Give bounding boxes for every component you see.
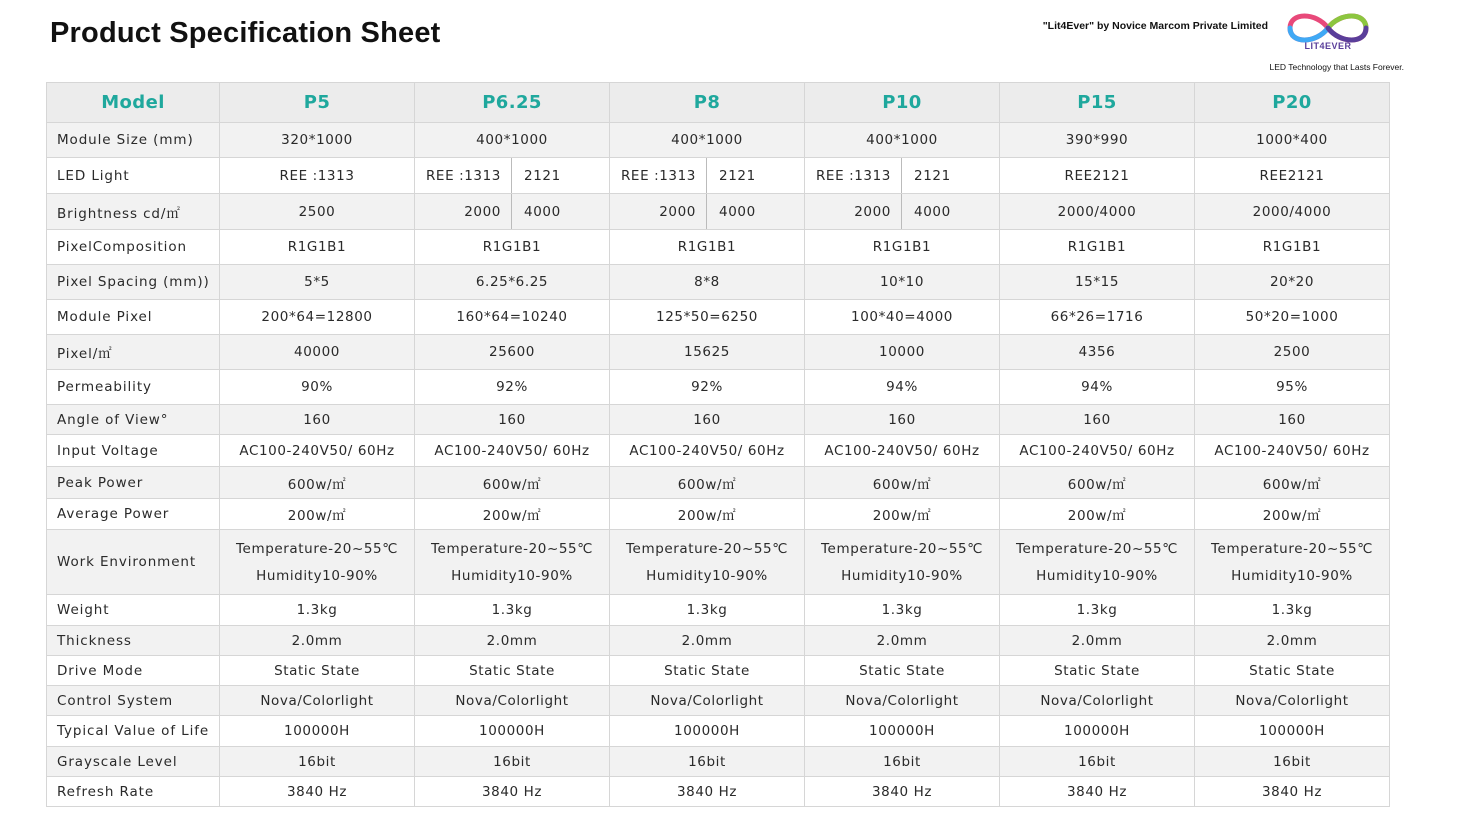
table-cell: 15*15: [1000, 265, 1195, 300]
table-cell: [805, 194, 1000, 230]
table-cell: 92%: [610, 370, 805, 405]
table-cell: 200w/㎡: [220, 499, 415, 530]
row-label: Module Pixel: [47, 300, 220, 335]
table-row: [47, 370, 1390, 405]
table-cell: Static State: [220, 656, 415, 686]
row-label: Work Environment: [47, 530, 220, 595]
table-cell: AC100-240V50/ 60Hz: [220, 435, 415, 467]
row-label: Peak Power: [47, 467, 220, 499]
table-cell: Nova/Colorlight: [1000, 686, 1195, 716]
table-cell: [220, 530, 415, 595]
table-cell: 3840 Hz: [1000, 777, 1195, 807]
table-row: [47, 194, 1390, 230]
table-cell: Static State: [415, 656, 610, 686]
table-cell: 600w/㎡: [805, 467, 1000, 499]
table-cell: 100000H: [220, 716, 415, 747]
header-row: [47, 83, 1390, 123]
temperature-text: Temperature-20~55℃: [625, 541, 789, 557]
table-cell: [415, 194, 610, 230]
table-cell: R1G1B1: [610, 230, 805, 265]
table-row: [47, 405, 1390, 435]
table-row: [47, 230, 1390, 265]
humidity-text: Humidity10-90%: [646, 568, 768, 584]
table-row: [47, 626, 1390, 656]
table-cell: 16bit: [220, 747, 415, 777]
table-cell: 1.3kg: [805, 595, 1000, 626]
table-cell: Nova/Colorlight: [805, 686, 1000, 716]
table-cell: 1.3kg: [1000, 595, 1195, 626]
table-cell: 8*8: [610, 265, 805, 300]
table-cell: 2.0mm: [805, 626, 1000, 656]
table-cell: [805, 530, 1000, 595]
table-cell: 16bit: [1195, 747, 1390, 777]
table-cell: 10000: [805, 335, 1000, 370]
table-cell: REE2121: [1000, 158, 1195, 194]
row-label: LED Light: [47, 158, 220, 194]
table-row: [47, 300, 1390, 335]
table-cell: 600w/㎡: [1000, 467, 1195, 499]
table-cell: R1G1B1: [220, 230, 415, 265]
table-cell: Nova/Colorlight: [610, 686, 805, 716]
table-cell: 200w/㎡: [610, 499, 805, 530]
table-cell: REE :1313: [220, 158, 415, 194]
table-cell: AC100-240V50/ 60Hz: [805, 435, 1000, 467]
table-cell: 15625: [610, 335, 805, 370]
table-cell: R1G1B1: [1195, 230, 1390, 265]
table-row: [47, 335, 1390, 370]
temperature-text: Temperature-20~55℃: [1210, 541, 1374, 557]
table-row: [47, 747, 1390, 777]
table-row: [47, 686, 1390, 716]
table-row: [47, 123, 1390, 158]
table-cell: 16bit: [1000, 747, 1195, 777]
table-cell: 2000/4000: [1000, 194, 1195, 230]
logo-text: LIT4EVER: [1304, 41, 1352, 51]
table-cell: 160: [1195, 405, 1390, 435]
cell-value-a: 2000: [805, 194, 902, 229]
table-cell: [805, 158, 1000, 194]
cell-value-b: 4000: [524, 203, 561, 220]
table-cell: 16bit: [610, 747, 805, 777]
table-cell: [610, 530, 805, 595]
table-cell: 160: [805, 405, 1000, 435]
table-cell: 1.3kg: [1195, 595, 1390, 626]
table-cell: 160: [610, 405, 805, 435]
table-row: [47, 777, 1390, 807]
table-cell: 100000H: [805, 716, 1000, 747]
header-model-5: P15: [1000, 83, 1195, 123]
header-model-4: P10: [805, 83, 1000, 123]
row-label: Drive Mode: [47, 656, 220, 686]
table-row: [47, 499, 1390, 530]
table-cell: 600w/㎡: [220, 467, 415, 499]
humidity-text: Humidity10-90%: [256, 568, 378, 584]
table-cell: 600w/㎡: [610, 467, 805, 499]
header-model-3: P8: [610, 83, 805, 123]
table-cell: 16bit: [805, 747, 1000, 777]
table-cell: 66*26=1716: [1000, 300, 1195, 335]
cell-value-b: 2121: [524, 167, 561, 184]
table-cell: 320*1000: [220, 123, 415, 158]
table-cell: 3840 Hz: [1195, 777, 1390, 807]
table-cell: 600w/㎡: [1195, 467, 1390, 499]
humidity-text: Humidity10-90%: [451, 568, 573, 584]
table-cell: 160: [1000, 405, 1195, 435]
table-row: [47, 435, 1390, 467]
row-label: PixelComposition: [47, 230, 220, 265]
table-cell: 2500: [220, 194, 415, 230]
table-cell: R1G1B1: [805, 230, 1000, 265]
table-cell: 2.0mm: [1195, 626, 1390, 656]
table-cell: 600w/㎡: [415, 467, 610, 499]
table-cell: AC100-240V50/ 60Hz: [1000, 435, 1195, 467]
table-row: [47, 716, 1390, 747]
table-cell: 95%: [1195, 370, 1390, 405]
table-cell: 400*1000: [610, 123, 805, 158]
table-cell: [415, 530, 610, 595]
page-title: Product Specification Sheet: [50, 17, 441, 49]
row-label: Pixel/㎡: [47, 335, 220, 370]
table-cell: 1.3kg: [610, 595, 805, 626]
spec-table: [46, 82, 1390, 807]
temperature-text: Temperature-20~55℃: [430, 541, 594, 557]
table-cell: [610, 194, 805, 230]
table-cell: 90%: [220, 370, 415, 405]
table-cell: 100000H: [610, 716, 805, 747]
brand-line: "Lit4Ever" by Novice Marcom Private Limited: [1042, 20, 1268, 32]
cell-value-b: 4000: [719, 203, 756, 220]
table-cell: 1.3kg: [415, 595, 610, 626]
humidity-text: Humidity10-90%: [1036, 568, 1158, 584]
table-row: [47, 158, 1390, 194]
cell-value-a: REE :1313: [415, 158, 512, 193]
table-cell: REE2121: [1195, 158, 1390, 194]
table-cell: 100000H: [415, 716, 610, 747]
row-label: Angle of View°: [47, 405, 220, 435]
table-cell: 400*1000: [805, 123, 1000, 158]
table-cell: 100*40=4000: [805, 300, 1000, 335]
table-cell: 50*20=1000: [1195, 300, 1390, 335]
table-cell: 2.0mm: [1000, 626, 1195, 656]
row-label: Refresh Rate: [47, 777, 220, 807]
table-cell: 16bit: [415, 747, 610, 777]
table-cell: 94%: [805, 370, 1000, 405]
table-cell: 40000: [220, 335, 415, 370]
cell-value-a: 2000: [610, 194, 707, 229]
table-cell: 1000*400: [1195, 123, 1390, 158]
cell-value-b: 2121: [719, 167, 756, 184]
table-cell: 2.0mm: [220, 626, 415, 656]
table-row: [47, 467, 1390, 499]
header-model-6: P20: [1195, 83, 1390, 123]
cell-value-a: REE :1313: [805, 158, 902, 193]
table-cell: R1G1B1: [1000, 230, 1195, 265]
table-cell: Static State: [610, 656, 805, 686]
row-label: Brightness cd/㎡: [47, 194, 220, 230]
table-cell: 200w/㎡: [805, 499, 1000, 530]
table-row: [47, 530, 1390, 595]
table-cell: 160*64=10240: [415, 300, 610, 335]
table-cell: 400*1000: [415, 123, 610, 158]
table-row: [47, 595, 1390, 626]
table-cell: [610, 158, 805, 194]
table-cell: 3840 Hz: [415, 777, 610, 807]
cell-value-a: 2000: [415, 194, 512, 229]
table-cell: 20*20: [1195, 265, 1390, 300]
table-cell: 4356: [1000, 335, 1195, 370]
cell-value-a: REE :1313: [610, 158, 707, 193]
table-cell: 200*64=12800: [220, 300, 415, 335]
table-cell: 125*50=6250: [610, 300, 805, 335]
table-cell: Static State: [1000, 656, 1195, 686]
table-cell: 160: [415, 405, 610, 435]
table-cell: 3840 Hz: [805, 777, 1000, 807]
row-label: Input Voltage: [47, 435, 220, 467]
table-cell: 200w/㎡: [415, 499, 610, 530]
row-label: Thickness: [47, 626, 220, 656]
table-cell: 100000H: [1000, 716, 1195, 747]
table-cell: [1000, 530, 1195, 595]
table-cell: 5*5: [220, 265, 415, 300]
table-row: [47, 265, 1390, 300]
table-cell: 200w/㎡: [1195, 499, 1390, 530]
table-cell: 390*990: [1000, 123, 1195, 158]
table-cell: AC100-240V50/ 60Hz: [415, 435, 610, 467]
header-model-2: P6.25: [415, 83, 610, 123]
table-cell: 100000H: [1195, 716, 1390, 747]
table-cell: 2500: [1195, 335, 1390, 370]
table-cell: 10*10: [805, 265, 1000, 300]
table-cell: 94%: [1000, 370, 1195, 405]
table-cell: 2.0mm: [415, 626, 610, 656]
row-label: Typical Value of Life: [47, 716, 220, 747]
table-cell: 3840 Hz: [610, 777, 805, 807]
humidity-text: Humidity10-90%: [1231, 568, 1353, 584]
row-label: Pixel Spacing (mm)): [47, 265, 220, 300]
table-cell: AC100-240V50/ 60Hz: [610, 435, 805, 467]
table-cell: AC100-240V50/ 60Hz: [1195, 435, 1390, 467]
table-cell: 2.0mm: [610, 626, 805, 656]
table-row: [47, 656, 1390, 686]
table-cell: Static State: [1195, 656, 1390, 686]
temperature-text: Temperature-20~55℃: [1015, 541, 1179, 557]
header-model-1: P5: [220, 83, 415, 123]
table-cell: Nova/Colorlight: [1195, 686, 1390, 716]
table-cell: 200w/㎡: [1000, 499, 1195, 530]
table-cell: 2000/4000: [1195, 194, 1390, 230]
row-label: Control System: [47, 686, 220, 716]
cell-value-b: 2121: [914, 167, 951, 184]
row-label: Grayscale Level: [47, 747, 220, 777]
temperature-text: Temperature-20~55℃: [820, 541, 984, 557]
table-cell: 6.25*6.25: [415, 265, 610, 300]
table-cell: 160: [220, 405, 415, 435]
temperature-text: Temperature-20~55℃: [235, 541, 399, 557]
table-cell: 3840 Hz: [220, 777, 415, 807]
table-cell: 25600: [415, 335, 610, 370]
table-cell: R1G1B1: [415, 230, 610, 265]
row-label: Average Power: [47, 499, 220, 530]
row-label: Weight: [47, 595, 220, 626]
table-cell: Nova/Colorlight: [220, 686, 415, 716]
row-label: Permeability: [47, 370, 220, 405]
table-cell: [1195, 530, 1390, 595]
table-cell: [415, 158, 610, 194]
tagline: LED Technology that Lasts Forever.: [1269, 62, 1404, 72]
row-label: Module Size (mm): [47, 123, 220, 158]
cell-value-b: 4000: [914, 203, 951, 220]
header-model: Model: [47, 83, 220, 123]
table-cell: 1.3kg: [220, 595, 415, 626]
table-cell: 92%: [415, 370, 610, 405]
table-cell: Static State: [805, 656, 1000, 686]
humidity-text: Humidity10-90%: [841, 568, 963, 584]
table-cell: Nova/Colorlight: [415, 686, 610, 716]
